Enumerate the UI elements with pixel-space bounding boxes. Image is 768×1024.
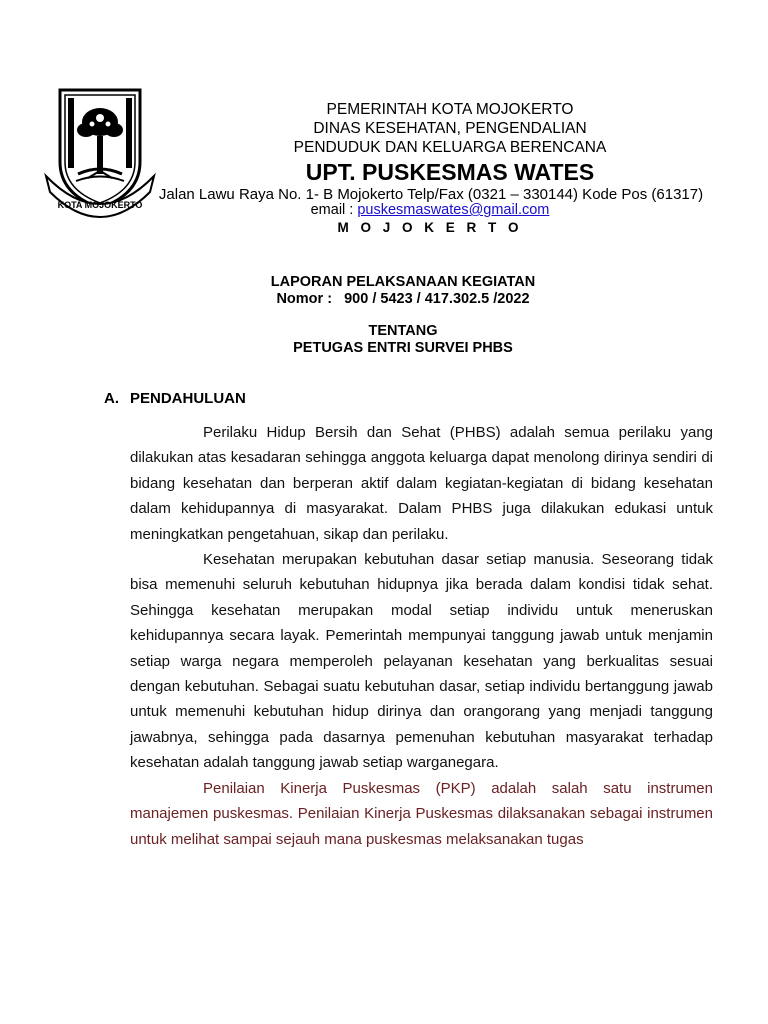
- report-subject-block: [0, 323, 768, 357]
- paragraph: Penilaian Kinerja Puskesmas (PKP) adalah salah satu instrumen manajemen puskesmas. Penilaian Kinerja Puskesmas dilaksanakan sebagai instrumen untuk melihat sampai sejauh mana puskesmas melaksanakan tugas: [130, 779, 713, 848]
- email-link[interactable]: puskesmaswates@gmail.com: [357, 202, 550, 218]
- city-emblem-logo: [38, 84, 162, 224]
- section-number: A.: [104, 390, 119, 407]
- letterhead-line-3: PENDUDUK DAN KELUARGA BERENCANA: [293, 139, 607, 156]
- letterhead-line-1: PEMERINTAH KOTA MOJOKERTO: [326, 101, 574, 118]
- emblem-ribbon-text: KOTA MOJOKERTO: [57, 200, 143, 210]
- report-subject: PETUGAS ENTRI SURVEI PHBS: [293, 340, 513, 356]
- paragraph: Kesehatan merupakan kebutuhan dasar setiap manusia. Seseorang tidak bisa memenuhi seluruh kebutuhan hidupnya jika berada dalam kondisi tidak sehat. Sehingga kesehatan merupakan modal setiap individu untuk meneruskan kehidupannya secara layak. Pemerintah mempunyai tanggung jawab untuk menjamin setiap warga negara memperoleh pelayanan kesehatan yang berkualitas sesuai dengan kebutuhan. Sebagai suatu kebutuhan dasar, setiap individu bertanggung jawab untuk memenuhi kebutuhan hidup dirinya dan orangorang yang menjadi tanggung jawabnya, sehingga pada dasarnya pemenuhan kebutuhan masyarakat terhadap kesehatan adalah tanggung jawab setiap warganegara.: [130, 551, 713, 772]
- report-title: LAPORAN PELAKSANAAN KEGIATAN: [270, 274, 536, 290]
- section-heading: [104, 390, 246, 407]
- paragraph: Perilaku Hidup Bersih dan Sehat (PHBS) adalah semua perilaku yang dilakukan atas kesadaran sehingga anggota keluarga dapat menolong dirinya sendiri di bidang kesehatan dan berperan aktif dalam kegiatan-kegiatan di bidang kesehatan dalam kehidupannya di masyarakat. Dalam PHBS juga dilakukan edukasi untuk meningkatkan pengetahuan, sikap dan perilaku.: [130, 424, 713, 543]
- letterhead-line-2: DINAS KESEHATAN, PENGENDALIAN: [313, 120, 587, 137]
- letterhead-city: M O J O K E R T O: [337, 220, 523, 235]
- letterhead-address: Jalan Lawu Raya No. 1- B Mojokerto Telp/Fax (0321 – 330144) Kode Pos (61317): [158, 186, 704, 203]
- letterhead: [150, 100, 750, 235]
- section-body: [130, 420, 713, 852]
- section-title: PENDAHULUAN: [130, 390, 246, 407]
- email-label: email :: [310, 202, 354, 218]
- report-number: Nomor : 900 / 5423 / 417.302.5 /2022: [276, 291, 530, 307]
- letterhead-unit-name: UPT. PUSKESMAS WATES: [305, 159, 595, 185]
- report-title-block: [0, 274, 768, 308]
- report-about: TENTANG: [368, 323, 438, 339]
